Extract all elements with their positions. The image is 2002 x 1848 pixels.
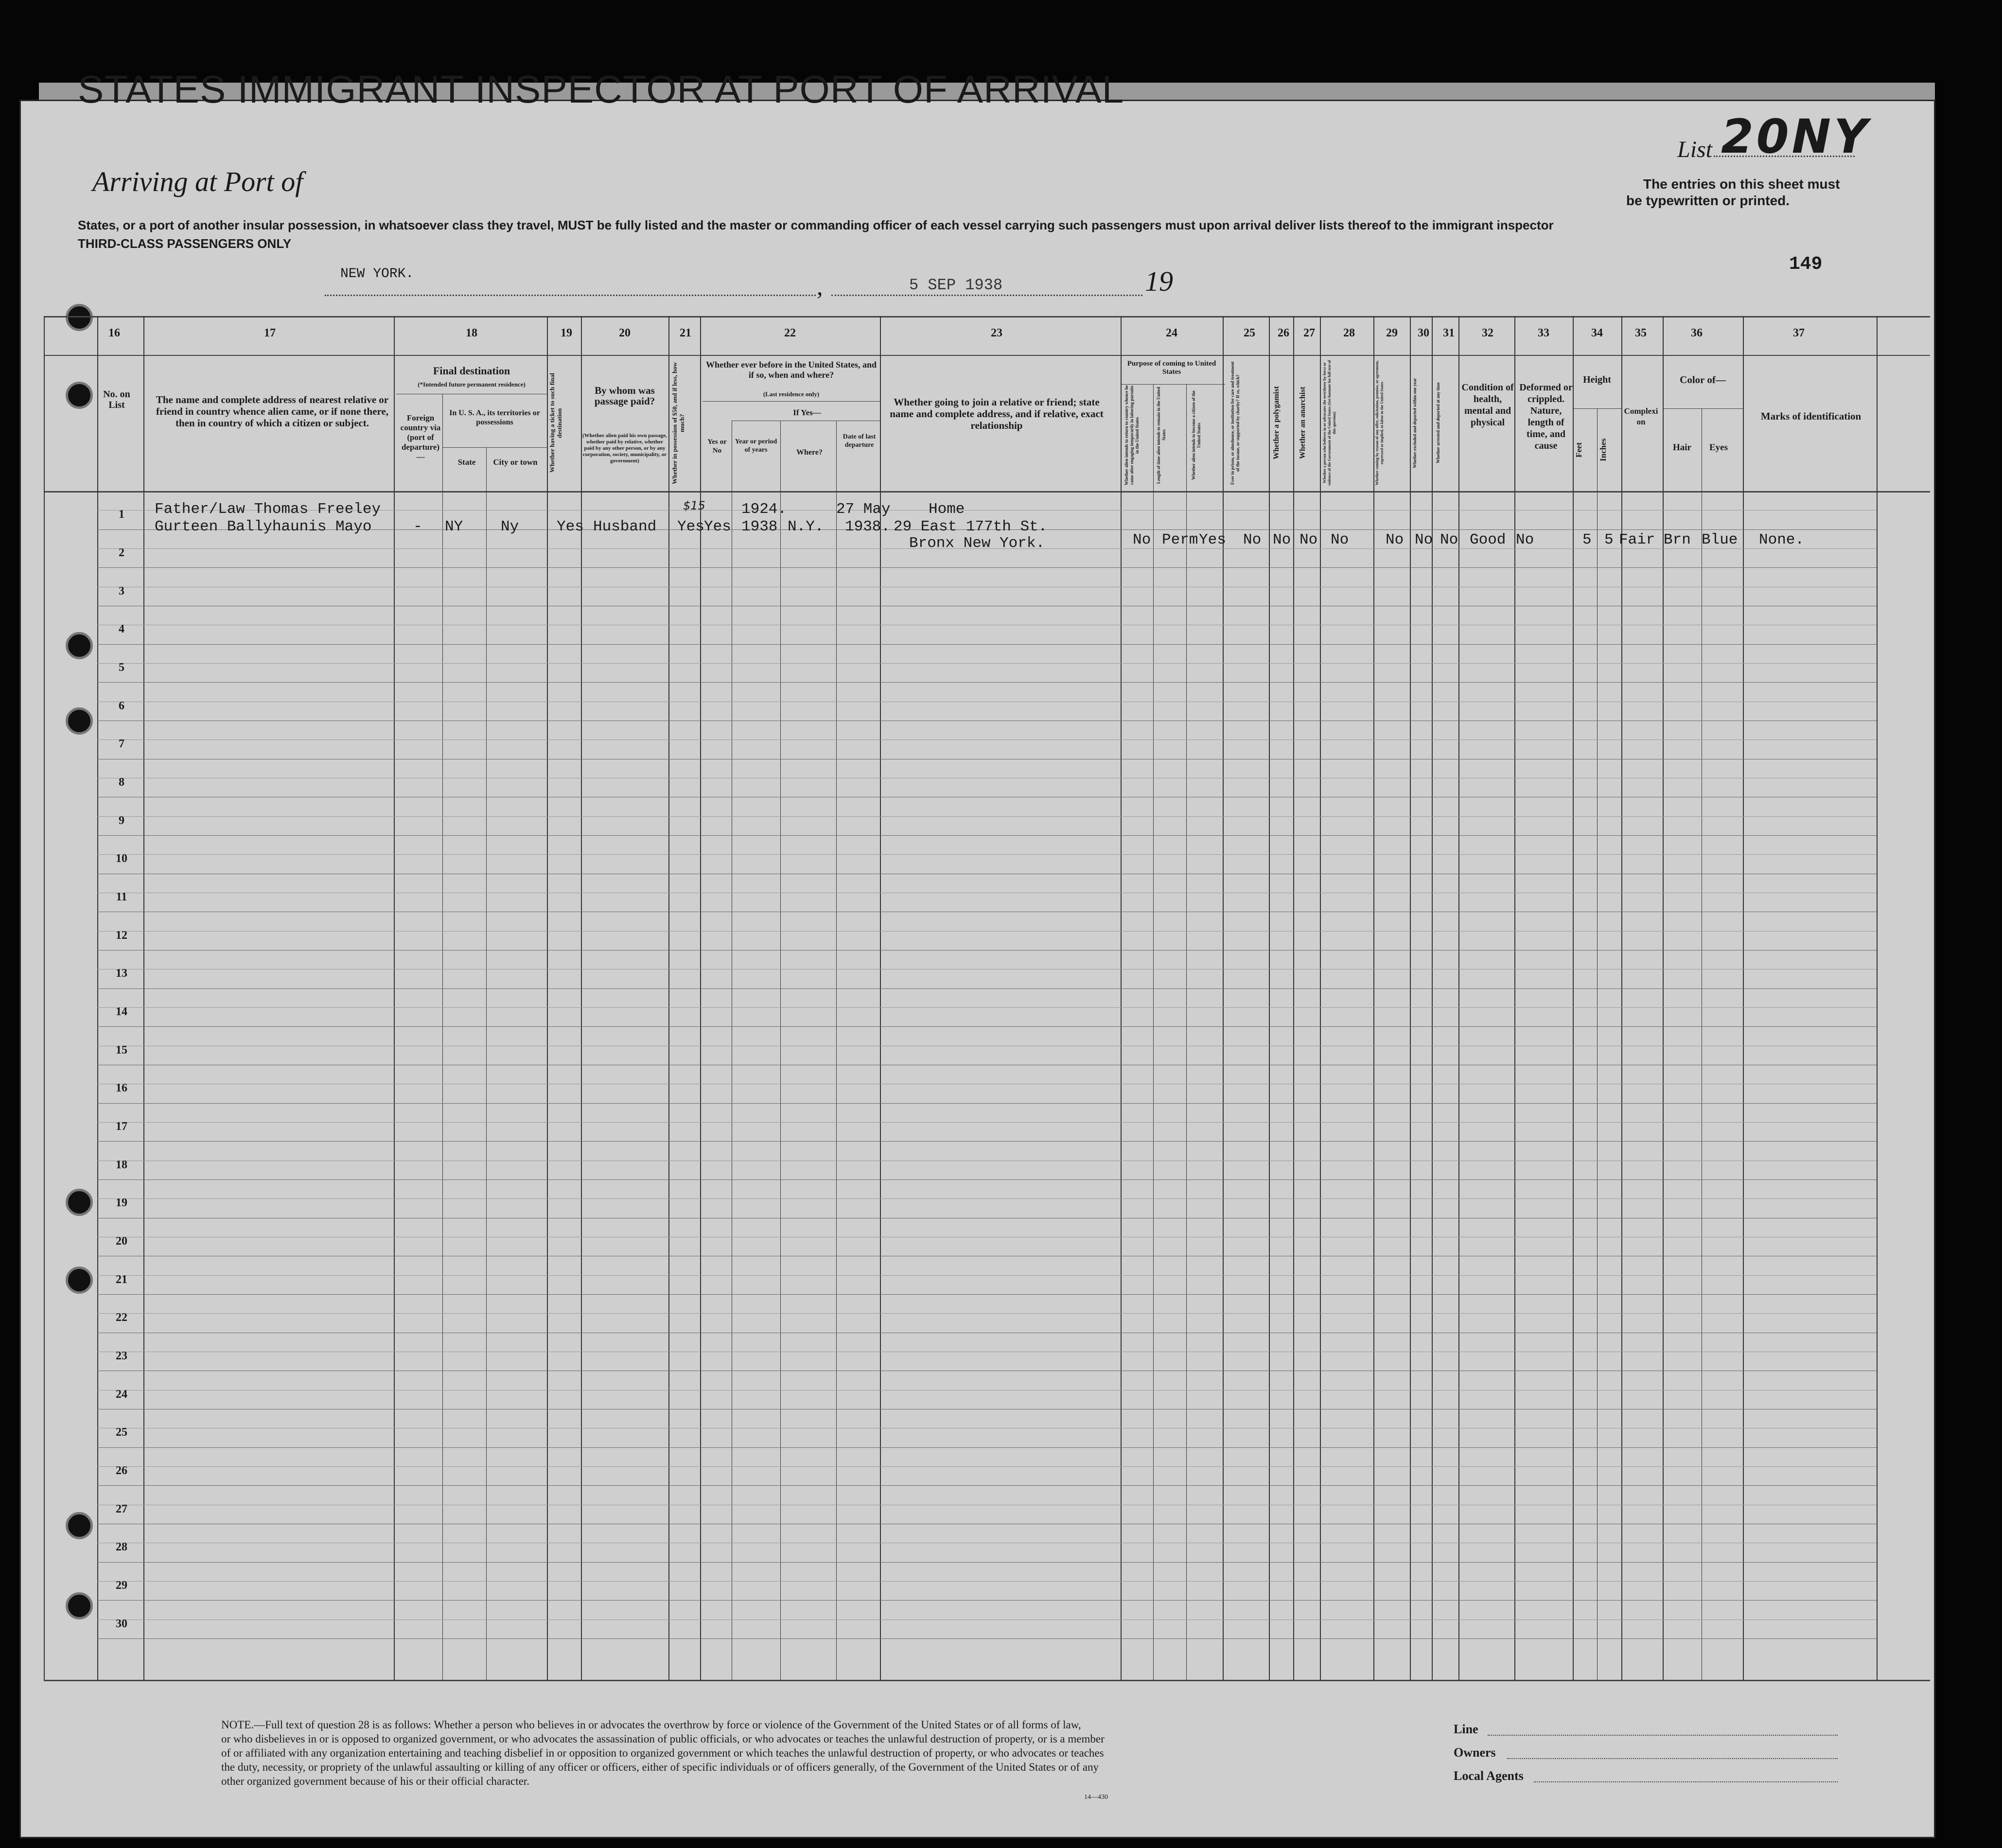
rule xyxy=(1121,384,1225,385)
column-divider xyxy=(1293,316,1294,1680)
table-bottom-border xyxy=(44,1680,1930,1681)
header-where: Where? xyxy=(796,448,823,457)
entries-note-2: be typewritten or printed. xyxy=(1626,193,1790,208)
header-color-of: Color of— xyxy=(1680,374,1726,386)
sub-column-divider xyxy=(486,447,487,1680)
col-number-36: 36 xyxy=(1691,327,1703,339)
header-in-usa: In U. S. A., its territories or possessions xyxy=(449,409,540,426)
entry-polygamist: No xyxy=(1273,531,1291,548)
row-number: 21 xyxy=(116,1273,127,1286)
header-before-in-us: Whether ever before in the United States, and if so, when and where? xyxy=(706,360,877,380)
column-number-row-border xyxy=(44,355,1930,356)
page-title: STATES IMMIGRANT INSPECTOR AT PORT OF ARRIVAL xyxy=(78,68,1124,111)
row-rule xyxy=(97,1294,1877,1295)
year-prefix: 19 xyxy=(1145,265,1173,297)
header-no-on-list: No. on List xyxy=(103,389,130,410)
row-mid-rule xyxy=(97,1007,1877,1008)
header-offer: Whether coming by reason of any offer, solicitation, promise, or agreement, expressed or implied, to labor in the United States xyxy=(1375,360,1384,486)
column-divider xyxy=(97,316,98,1680)
port-value: NEW YORK. xyxy=(340,266,414,282)
col-number-23: 23 xyxy=(991,327,1002,339)
header-city: City or town xyxy=(493,458,538,467)
header-state: State xyxy=(457,458,476,467)
row-number: 20 xyxy=(116,1235,127,1248)
header-money: Whether in possession of $50, and if less, how much? xyxy=(671,362,685,484)
row-number: 1 xyxy=(119,508,124,521)
col-number-27: 27 xyxy=(1303,327,1315,339)
entry-state: NY xyxy=(445,518,463,535)
header-relative-address: The name and complete address of nearest relative or friend in country whence alien came, or if none there, then in country of which a citizen or subject. xyxy=(156,394,389,429)
row-number: 23 xyxy=(116,1350,127,1362)
entry-money-note: $15 xyxy=(683,499,705,512)
header-bottom-border xyxy=(44,491,1930,493)
entry-hair: Brn xyxy=(1664,531,1691,548)
header-year: Year or period of years xyxy=(735,438,777,454)
col-number-32: 32 xyxy=(1482,327,1493,339)
line-label: Line xyxy=(1454,1722,1478,1736)
header-purpose-return: Whether alien intends to return to country whence he came after engaging temporarily in laboring pursuits in the United States xyxy=(1124,385,1140,485)
row-number: 6 xyxy=(119,700,124,712)
entry-passage-paid: Husband xyxy=(593,518,657,535)
col-number-25: 25 xyxy=(1244,327,1255,339)
form-number: 14—430 xyxy=(1084,1794,1108,1801)
rule xyxy=(702,401,880,402)
column-divider xyxy=(1514,316,1515,1680)
entry-foreign-port: - xyxy=(413,518,422,535)
sub-column-divider xyxy=(780,421,781,1680)
row-rule xyxy=(97,1141,1877,1142)
header-purpose-length: Length of time alien intends to remain in the United States xyxy=(1156,387,1166,484)
header-before-in-us-sub: (Last residence only) xyxy=(763,390,820,398)
header-final-destination-sub: (*Intended future permanent residence) xyxy=(418,381,526,388)
row-number: 17 xyxy=(116,1120,127,1133)
header-if-yes: If Yes— xyxy=(793,408,821,417)
column-divider xyxy=(1432,316,1433,1680)
entry-date-line-2: 1938. xyxy=(845,518,891,535)
row-rule xyxy=(97,988,1877,989)
entry-before-yes: Yes xyxy=(704,518,731,535)
page-number: 149 xyxy=(1789,254,1823,275)
row-rule xyxy=(97,567,1877,568)
row-number: 4 xyxy=(119,623,124,635)
entry-citizen: Yes xyxy=(1199,531,1226,548)
header-passage-paid-sub: (Whether alien paid his own passage, whether paid by relative, whether paid by any other person, or by any corporation, society, municipality, or government) xyxy=(582,433,667,464)
line-dotted-line xyxy=(1488,1735,1838,1736)
entry-q28: No xyxy=(1331,531,1349,548)
row-number: 28 xyxy=(116,1541,127,1553)
header-passage-paid: By whom was passage paid? xyxy=(594,385,655,407)
row-number: 29 xyxy=(116,1579,127,1592)
row-number: 22 xyxy=(116,1311,127,1324)
row-number: 25 xyxy=(116,1426,127,1439)
entry-year-line-2: 1938 xyxy=(741,518,778,535)
entry-relative-line-2: Gurteen Ballyhaunis Mayo xyxy=(155,518,372,535)
entry-where: N.Y. xyxy=(788,518,824,535)
footnote-line-1: NOTE.—Full text of question 28 is as follows: Whether a person who believes in or advocates the overthrow by force or violence of the Government of the United States or of all forms of law, xyxy=(221,1719,1081,1731)
row-rule xyxy=(97,1179,1877,1180)
comma-1: , xyxy=(817,273,823,300)
row-mid-rule xyxy=(97,1313,1877,1314)
header-marks: Marks of identification xyxy=(1760,410,1862,422)
row-mid-rule xyxy=(97,1619,1877,1620)
entry-health: Good xyxy=(1470,531,1506,548)
row-number: 19 xyxy=(116,1197,127,1209)
entry-complexion: Fair xyxy=(1619,531,1655,548)
header-anarchist: Whether an anarchist xyxy=(1299,387,1307,459)
row-number: 12 xyxy=(116,929,127,942)
col-number-37: 37 xyxy=(1793,327,1805,339)
row-rule xyxy=(97,835,1877,836)
col-number-21: 21 xyxy=(680,327,691,339)
rule xyxy=(442,447,547,448)
row-mid-rule xyxy=(97,1122,1877,1123)
row-rule xyxy=(97,1600,1877,1601)
row-rule xyxy=(97,1485,1877,1486)
entry-prison: No xyxy=(1243,531,1262,548)
list-number-handwritten: 20NY xyxy=(1721,109,1871,164)
entry-money: Yes xyxy=(677,518,704,535)
row-number: 27 xyxy=(116,1503,127,1515)
column-divider xyxy=(1410,316,1411,1680)
row-number: 15 xyxy=(116,1044,127,1056)
entry-date-line-1: 27 May xyxy=(836,501,891,518)
entry-feet: 5 xyxy=(1582,531,1592,548)
column-divider xyxy=(1663,316,1664,1680)
header-deformed: Deformed or crippled. Nature, length of time, and cause xyxy=(1519,382,1573,451)
column-divider xyxy=(1223,316,1224,1680)
header-purpose-citizen: Whether alien intends to become a citizen of the United States xyxy=(1191,390,1201,480)
column-divider xyxy=(1621,316,1622,1680)
entry-eyes: Blue xyxy=(1702,531,1738,548)
owners-dotted-line xyxy=(1507,1758,1838,1759)
entry-ticket: Yes xyxy=(557,518,584,535)
entry-arrested: No xyxy=(1440,531,1458,548)
header-health: Condition of health, mental and physical xyxy=(1461,382,1514,428)
row-number: 24 xyxy=(116,1388,127,1401)
row-rule xyxy=(97,1447,1877,1448)
column-divider xyxy=(1743,316,1744,1680)
entry-inches: 5 xyxy=(1604,531,1614,548)
header-feet: Feet xyxy=(1574,442,1583,458)
row-number: 30 xyxy=(116,1618,127,1630)
column-divider xyxy=(1121,316,1122,1680)
row-number: 26 xyxy=(116,1464,127,1477)
row-rule xyxy=(97,682,1877,683)
col-number-24: 24 xyxy=(1166,327,1177,339)
col-number-31: 31 xyxy=(1443,327,1455,339)
header-foreign-port: Foreign country via (port of departure)— xyxy=(400,413,441,461)
footnote-line-2: or who disbelieves in or is opposed to organized government, or who advocates the assassination of public officials, or who advocates or teaches the unlawful destruction of property, or is a member xyxy=(221,1733,1105,1745)
entry-anarchist: No xyxy=(1300,531,1318,548)
table-top-border xyxy=(44,316,1930,317)
row-number: 2 xyxy=(119,546,124,559)
column-divider xyxy=(668,316,669,1680)
column-divider xyxy=(1877,316,1878,1680)
row-number: 14 xyxy=(116,1005,127,1018)
column-divider xyxy=(1573,316,1574,1680)
row-number: 10 xyxy=(116,852,127,865)
entry-city: Ny xyxy=(501,518,519,535)
list-label: List xyxy=(1677,137,1713,162)
row-rule xyxy=(97,1026,1877,1027)
column-divider xyxy=(1373,316,1374,1680)
col-number-16: 16 xyxy=(108,327,120,339)
entry-deformed: No xyxy=(1516,531,1534,548)
col-number-17: 17 xyxy=(264,327,276,339)
subtitle-line-1: States, or a port of another insular possession, in whatsoever class they travel, MUST be fully listed and the master or commanding officer of each vessel carrying such passengers must upon arrival deliver lists thereof to the immigrant inspector xyxy=(78,218,1554,232)
row-number: 11 xyxy=(116,891,127,903)
owners-label: Owners xyxy=(1454,1745,1496,1760)
row-mid-rule xyxy=(97,1581,1877,1582)
agents-label: Local Agents xyxy=(1454,1769,1524,1783)
header-eyes: Eyes xyxy=(1709,442,1728,453)
row-number: 16 xyxy=(116,1082,127,1094)
row-mid-rule xyxy=(97,663,1877,664)
sub-column-divider xyxy=(1597,408,1598,1680)
entry-length: Perm xyxy=(1162,531,1198,548)
col-number-30: 30 xyxy=(1418,327,1429,339)
row-number: 5 xyxy=(119,661,124,674)
entry-join-line-1: Home xyxy=(929,501,965,518)
row-number: 3 xyxy=(119,585,124,598)
entry-offer: No xyxy=(1386,531,1404,548)
header-purpose: Purpose of coming to United States xyxy=(1127,360,1216,376)
column-divider xyxy=(394,316,395,1680)
row-mid-rule xyxy=(97,1198,1877,1199)
header-date-departure: Date of last departure xyxy=(843,433,876,449)
rule xyxy=(1663,408,1743,409)
row-mid-rule xyxy=(97,854,1877,855)
row-mid-rule xyxy=(97,1466,1877,1467)
agents-dotted-line xyxy=(1534,1781,1838,1782)
row-number: 8 xyxy=(119,776,124,789)
footnote-line-3: of or affiliated with any organization entertaining and teaching disbelief in or opposition to organized government or which teaches the unlawful destruction of property, or who advocates or teaches xyxy=(221,1747,1104,1759)
col-number-22: 22 xyxy=(784,327,796,339)
entry-join-line-3: Bronx New York. xyxy=(909,535,1045,552)
row-rule xyxy=(97,1562,1877,1563)
row-mid-rule xyxy=(97,739,1877,740)
column-divider xyxy=(1320,316,1321,1680)
col-number-19: 19 xyxy=(561,327,572,339)
col-number-28: 28 xyxy=(1343,327,1355,339)
col-number-35: 35 xyxy=(1635,327,1647,339)
row-number: 18 xyxy=(116,1159,127,1171)
header-yes-no: Yes or No xyxy=(707,438,727,455)
entries-note-1: The entries on this sheet must xyxy=(1643,176,1840,192)
row-rule xyxy=(97,1638,1877,1639)
arriving-label: Arriving at Port of xyxy=(92,166,303,197)
col-number-33: 33 xyxy=(1538,327,1549,339)
footnote-line-5: other organized government because of his or their official character. xyxy=(221,1775,529,1787)
sub-column-divider xyxy=(836,421,837,1680)
header-join-relative: Whether going to join a relative or friend; state name and complete address, and if relative, exact relationship xyxy=(890,396,1104,431)
entry-join-line-2: 29 East 177th St. xyxy=(894,518,1048,535)
row-rule xyxy=(97,1103,1877,1104)
col-number-34: 34 xyxy=(1591,327,1603,339)
column-divider xyxy=(143,316,144,1680)
header-prison: Ever in prison, or almshouse, or institution for care and treatment of the insane, or supported by charity? If so, which? xyxy=(1230,361,1240,485)
header-complexion: Complexion xyxy=(1624,406,1658,426)
date-stamp: 5 SEP 1938 xyxy=(909,276,1003,294)
col-number-29: 29 xyxy=(1386,327,1398,339)
entry-relative-line-1: Father/Law Thomas Freeley xyxy=(155,501,381,518)
header-inches: Inches xyxy=(1598,438,1608,461)
col-number-18: 18 xyxy=(466,327,477,339)
entry-excluded: No xyxy=(1415,531,1433,548)
row-mid-rule xyxy=(97,816,1877,817)
header-q28: Whether a person who believes in or advocates the overthrow by force or violence of the Government of the United States (See footnote for full text of this question) xyxy=(1322,360,1336,486)
column-divider xyxy=(547,316,548,1680)
row-mid-rule xyxy=(97,931,1877,932)
row-mid-rule xyxy=(97,1275,1877,1276)
row-number: 7 xyxy=(119,738,124,750)
header-ticket: Whether having a ticket to such final destination xyxy=(548,373,563,473)
col-number-26: 26 xyxy=(1278,327,1289,339)
header-arrested: Whether arrested and deported at any time xyxy=(1436,382,1440,464)
col-number-20: 20 xyxy=(619,327,631,339)
header-hair: Hair xyxy=(1673,442,1691,453)
header-final-destination: Final destination xyxy=(433,365,510,377)
footnote-line-4: the duty, necessity, or propriety of the unlawful assaulting or killing of any officer or officers, either of specific individuals or of officers generally, of the Government of the United States or of any xyxy=(221,1761,1099,1773)
header-height: Height xyxy=(1583,374,1611,385)
column-divider xyxy=(1269,316,1270,1680)
header-excluded: Whether excluded and deported within one year xyxy=(1412,378,1417,468)
header-polygamist: Whether a polygamist xyxy=(1272,386,1281,460)
row-number: 9 xyxy=(119,814,124,827)
entry-year-line-1: 1924. xyxy=(741,501,787,518)
entry-return: No xyxy=(1133,531,1151,548)
entry-marks: None. xyxy=(1759,531,1805,548)
column-divider xyxy=(1458,316,1459,1680)
subtitle-line-2: THIRD-CLASS PASSENGERS ONLY xyxy=(78,236,292,251)
row-rule xyxy=(97,644,1877,645)
column-divider xyxy=(44,316,45,1680)
row-number: 13 xyxy=(116,967,127,980)
